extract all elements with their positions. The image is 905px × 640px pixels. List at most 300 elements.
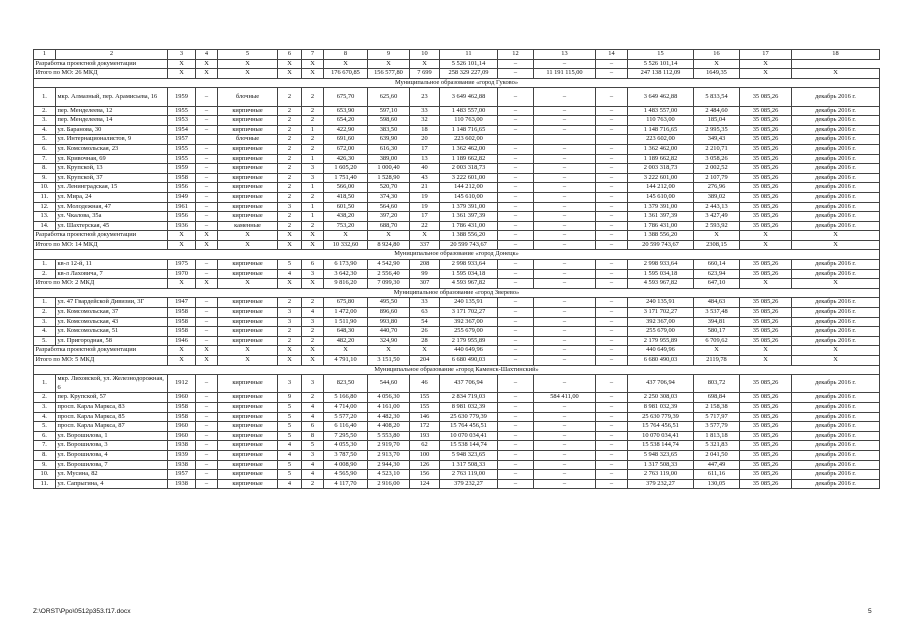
table-cell: 19: [410, 192, 440, 202]
table-cell: 1: [302, 183, 324, 193]
table-cell: –: [196, 479, 218, 489]
table-cell: –: [196, 192, 218, 202]
table-cell: 1.: [34, 260, 56, 270]
table-row: [34, 144, 880, 154]
address-cell: ул. Комсомольская, 51: [56, 327, 168, 337]
address-cell: ул. Комсомольская, 37: [56, 308, 168, 318]
table-cell: [534, 135, 596, 145]
table-cell: –: [498, 393, 534, 403]
address-cell: кв-л Лаховича, 7: [56, 269, 168, 279]
section-title: Муниципальное образование «город Гуково»: [34, 78, 880, 88]
table-cell: 1: [302, 125, 324, 135]
table-cell: 1 388 556,20: [628, 231, 694, 241]
table-cell: X: [302, 356, 324, 366]
table-cell: кирпичные: [218, 106, 278, 116]
table-cell: 1953: [168, 116, 196, 126]
address-cell: пер. Менделеева, 14: [56, 116, 168, 126]
table-cell: –: [498, 422, 534, 432]
column-number: 2: [56, 50, 168, 60]
table-cell: 660,14: [694, 260, 740, 270]
table-cell: 28: [410, 336, 440, 346]
table-cell: 3: [302, 173, 324, 183]
summary-row: [34, 240, 880, 250]
table-cell: –: [596, 375, 628, 393]
table-cell: кирпичные: [218, 441, 278, 451]
table-cell: кирпичные: [218, 479, 278, 489]
table-cell: –: [196, 173, 218, 183]
table-cell: –: [596, 202, 628, 212]
table-cell: 5: [278, 412, 302, 422]
table-cell: 2 041,50: [694, 450, 740, 460]
table-cell: X: [740, 356, 792, 366]
table-cell: кирпичные: [218, 192, 278, 202]
table-cell: 1 189 662,82: [628, 154, 694, 164]
table-cell: 1.: [34, 88, 56, 106]
table-cell: [596, 135, 628, 145]
table-cell: –: [196, 327, 218, 337]
address-cell: ул. Мира, 24: [56, 192, 168, 202]
table-cell: 25 630 779,39: [628, 412, 694, 422]
table-cell: X: [302, 69, 324, 79]
table-cell: 46: [410, 375, 440, 393]
table-cell: 1960: [168, 431, 196, 441]
table-cell: –: [196, 336, 218, 346]
table-cell: 1 361 397,39: [440, 212, 498, 222]
table-cell: 675,70: [324, 88, 368, 106]
table-cell: 2: [278, 173, 302, 183]
summary-label: Итого по МО: 2 МКД: [34, 279, 168, 289]
table-cell: 1 813,18: [694, 431, 740, 441]
table-cell: 35 085,26: [740, 422, 792, 432]
table-cell: 15 764 456,51: [628, 422, 694, 432]
table-cell: декабрь 2016 г.: [792, 441, 880, 451]
table-cell: X: [218, 69, 278, 79]
table-cell: 2 250 308,03: [628, 393, 694, 403]
table-cell: X: [278, 346, 302, 356]
table-cell: –: [196, 116, 218, 126]
table-cell: 1957: [168, 470, 196, 480]
table-cell: X: [278, 69, 302, 79]
table-cell: X: [196, 59, 218, 69]
table-cell: X: [740, 346, 792, 356]
table-row: [34, 412, 880, 422]
table-cell: –: [534, 59, 596, 69]
table-cell: 35 085,26: [740, 412, 792, 422]
table-cell: 276,96: [694, 183, 740, 193]
table-cell: –: [498, 202, 534, 212]
table-cell: 2308,15: [694, 240, 740, 250]
table-cell: декабрь 2016 г.: [792, 135, 880, 145]
table-cell: 2 484,60: [694, 106, 740, 116]
table-cell: 4 008,90: [324, 460, 368, 470]
table-cell: 35 085,26: [740, 116, 792, 126]
table-cell: 35 085,26: [740, 269, 792, 279]
table-cell: X: [740, 59, 792, 69]
table-cell: 155: [410, 393, 440, 403]
table-cell: декабрь 2016 г.: [792, 173, 880, 183]
table-cell: X: [168, 231, 196, 241]
table-cell: 1958: [168, 173, 196, 183]
table-cell: кирпичные: [218, 154, 278, 164]
table-cell: 753,20: [324, 221, 368, 231]
table-cell: 7 099,30: [368, 279, 410, 289]
table-cell: 5: [278, 402, 302, 412]
table-cell: 4.: [34, 412, 56, 422]
table-cell: 26: [410, 327, 440, 337]
table-cell: 99: [410, 269, 440, 279]
table-cell: –: [196, 308, 218, 318]
table-cell: декабрь 2016 г.: [792, 412, 880, 422]
table-cell: 447,49: [694, 460, 740, 470]
table-cell: 35 085,26: [740, 431, 792, 441]
table-cell: X: [196, 346, 218, 356]
table-row: [34, 269, 880, 279]
table-cell: 3: [278, 308, 302, 318]
column-number: 4: [196, 50, 218, 60]
table-cell: 3: [278, 202, 302, 212]
table-cell: 392 367,00: [628, 317, 694, 327]
table-cell: –: [498, 88, 534, 106]
table-cell: –: [498, 346, 534, 356]
table-cell: 4 791,10: [324, 356, 368, 366]
table-cell: –: [596, 431, 628, 441]
municipality-section-header: [34, 288, 880, 298]
table-cell: 611,16: [694, 470, 740, 480]
table-cell: 7 295,50: [324, 431, 368, 441]
table-row: [34, 336, 880, 346]
table-cell: –: [196, 460, 218, 470]
table-cell: 1 148 716,65: [440, 125, 498, 135]
table-row: [34, 135, 880, 145]
table-cell: –: [534, 402, 596, 412]
table-cell: X: [218, 356, 278, 366]
table-cell: 3 171 702,27: [628, 308, 694, 318]
table-cell: 32: [410, 116, 440, 126]
table-cell: –: [196, 269, 218, 279]
table-cell: X: [740, 240, 792, 250]
table-cell: 993,80: [368, 317, 410, 327]
table-cell: 35 085,26: [740, 298, 792, 308]
table-cell: 437 706,94: [440, 375, 498, 393]
table-cell: 1: [302, 154, 324, 164]
table-cell: X: [278, 231, 302, 241]
table-cell: 418,50: [324, 192, 368, 202]
table-cell: 4.: [34, 125, 56, 135]
table-cell: 5: [278, 431, 302, 441]
table-cell: 3 151,50: [368, 356, 410, 366]
table-cell: блочные: [218, 88, 278, 106]
table-row: [34, 192, 880, 202]
table-cell: –: [596, 470, 628, 480]
table-cell: 1 361 397,39: [628, 212, 694, 222]
table-cell: 616,30: [368, 144, 410, 154]
table-cell: 10.: [34, 183, 56, 193]
table-cell: 6 680 490,03: [440, 356, 498, 366]
table-cell: X: [278, 356, 302, 366]
summary-label: Разработка проектной документации: [34, 59, 168, 69]
section-title: Муниципальное образование «город Каменск-Шахтинский»: [34, 365, 880, 375]
table-cell: 11.: [34, 192, 56, 202]
table-row: [34, 460, 880, 470]
table-cell: 156: [410, 470, 440, 480]
table-cell: –: [196, 106, 218, 116]
table-cell: 2 998 933,64: [440, 260, 498, 270]
table-cell: X: [168, 356, 196, 366]
table-cell: –: [596, 106, 628, 116]
table-cell: –: [534, 116, 596, 126]
table-cell: 1: [302, 212, 324, 222]
table-row: [34, 441, 880, 451]
table-cell: –: [596, 336, 628, 346]
table-cell: –: [196, 422, 218, 432]
table-cell: –: [196, 88, 218, 106]
table-cell: 1955: [168, 154, 196, 164]
table-row: [34, 470, 880, 480]
table-cell: –: [534, 431, 596, 441]
table-cell: 639,90: [368, 135, 410, 145]
table-cell: –: [498, 231, 534, 241]
table-cell: 6: [302, 422, 324, 432]
table-cell: 11 191 115,00: [534, 69, 596, 79]
column-number: 17: [740, 50, 792, 60]
table-cell: кирпичные: [218, 183, 278, 193]
table-cell: X: [792, 69, 880, 79]
table-cell: 110 763,00: [440, 116, 498, 126]
table-cell: –: [596, 59, 628, 69]
table-cell: кирпичные: [218, 212, 278, 222]
table-cell: 2: [278, 212, 302, 222]
table-cell: 2: [302, 393, 324, 403]
table-cell: 3.: [34, 402, 56, 412]
table-cell: 35 085,26: [740, 393, 792, 403]
table-cell: 144 212,00: [440, 183, 498, 193]
table-cell: –: [498, 269, 534, 279]
table-cell: 17: [410, 212, 440, 222]
table-cell: –: [596, 144, 628, 154]
address-cell: ул. Крупской, 13: [56, 164, 168, 174]
table-cell: 337: [410, 240, 440, 250]
column-number: 9: [368, 50, 410, 60]
table-cell: 2: [278, 221, 302, 231]
table-cell: 1958: [168, 402, 196, 412]
address-cell: мкр. Лиховской, ул. Железнодорожная, 6: [56, 375, 168, 393]
address-cell: мкр. Алмазный, пер. Арамисьева, 16: [56, 88, 168, 106]
table-cell: 7 699: [410, 69, 440, 79]
table-cell: 2 916,00: [368, 479, 410, 489]
table-cell: –: [498, 308, 534, 318]
table-cell: 1960: [168, 393, 196, 403]
table-cell: 2 913,70: [368, 450, 410, 460]
table-cell: 2119,78: [694, 356, 740, 366]
table-row: [34, 260, 880, 270]
table-cell: –: [534, 231, 596, 241]
table-cell: 63: [410, 308, 440, 318]
table-cell: 7.: [34, 154, 56, 164]
table-cell: 691,60: [324, 135, 368, 145]
table-cell: X: [168, 69, 196, 79]
table-cell: 7.: [34, 441, 56, 451]
table-cell: 2 107,79: [694, 173, 740, 183]
table-cell: 240 135,91: [628, 298, 694, 308]
table-cell: декабрь 2016 г.: [792, 212, 880, 222]
table-cell: 675,80: [324, 298, 368, 308]
table-cell: 4: [302, 412, 324, 422]
table-cell: X: [694, 231, 740, 241]
table-cell: 495,50: [368, 298, 410, 308]
table-cell: 144 212,00: [628, 183, 694, 193]
table-cell: 35 085,26: [740, 479, 792, 489]
table-cell: –: [498, 279, 534, 289]
table-cell: 1936: [168, 221, 196, 231]
table-cell: 2 834 719,03: [440, 393, 498, 403]
table-cell: 484,63: [694, 298, 740, 308]
table-cell: X: [218, 279, 278, 289]
table-cell: 8 981 032,39: [440, 402, 498, 412]
table-cell: 564,60: [368, 202, 410, 212]
table-cell: 35 085,26: [740, 173, 792, 183]
table-cell: –: [596, 441, 628, 451]
table-cell: 6 709,62: [694, 336, 740, 346]
table-cell: X: [302, 231, 324, 241]
column-number: 7: [302, 50, 324, 60]
table-row: [34, 393, 880, 403]
table-cell: –: [534, 470, 596, 480]
table-cell: –: [498, 116, 534, 126]
table-cell: 3 058,26: [694, 154, 740, 164]
table-cell: 8 924,80: [368, 240, 410, 250]
address-cell: ул. Ворошилова, 1: [56, 431, 168, 441]
table-cell: 1961: [168, 202, 196, 212]
table-cell: 2: [278, 135, 302, 145]
table-cell: 33: [410, 106, 440, 116]
table-cell: –: [534, 422, 596, 432]
table-row: [34, 164, 880, 174]
table-cell: 20: [410, 135, 440, 145]
table-cell: –: [534, 173, 596, 183]
table-cell: –: [498, 431, 534, 441]
table-cell: 35 085,26: [740, 327, 792, 337]
table-cell: 255 679,00: [440, 327, 498, 337]
table-cell: 5.: [34, 336, 56, 346]
table-cell: 1954: [168, 125, 196, 135]
table-cell: 3: [302, 375, 324, 393]
table-cell: –: [498, 460, 534, 470]
table-cell: X: [168, 279, 196, 289]
table-cell: 5 948 323,65: [440, 450, 498, 460]
table-cell: 2.: [34, 106, 56, 116]
table-row: [34, 88, 880, 106]
table-cell: 544,60: [368, 375, 410, 393]
table-cell: 2 210,71: [694, 144, 740, 154]
table-cell: 1 751,40: [324, 173, 368, 183]
table-cell: 2: [278, 336, 302, 346]
table-cell: 2: [278, 164, 302, 174]
table-cell: 35 085,26: [740, 317, 792, 327]
summary-row: [34, 356, 880, 366]
table-cell: –: [534, 260, 596, 270]
table-cell: 324,90: [368, 336, 410, 346]
table-cell: –: [596, 192, 628, 202]
table-cell: X: [196, 240, 218, 250]
table-row: [34, 221, 880, 231]
table-cell: 3 649 462,88: [440, 88, 498, 106]
table-cell: кирпичные: [218, 402, 278, 412]
table-cell: 5: [278, 460, 302, 470]
table-cell: декабрь 2016 г.: [792, 422, 880, 432]
table-cell: 383,50: [368, 125, 410, 135]
table-cell: 2 919,70: [368, 441, 410, 451]
table-cell: 2.: [34, 393, 56, 403]
table-row: [34, 125, 880, 135]
table-cell: –: [596, 221, 628, 231]
table-cell: –: [534, 212, 596, 222]
table-cell: 1 528,90: [368, 173, 410, 183]
table-cell: 5 717,97: [694, 412, 740, 422]
table-cell: 2: [278, 183, 302, 193]
table-cell: –: [534, 88, 596, 106]
table-cell: –: [196, 212, 218, 222]
table-cell: 394,81: [694, 317, 740, 327]
table-cell: кирпичные: [218, 450, 278, 460]
table-cell: декабрь 2016 г.: [792, 479, 880, 489]
table-cell: 4: [278, 441, 302, 451]
table-cell: 5 833,54: [694, 88, 740, 106]
page-number: 5: [868, 608, 872, 615]
table-cell: декабрь 2016 г.: [792, 375, 880, 393]
table-cell: декабрь 2016 г.: [792, 298, 880, 308]
table-cell: –: [596, 164, 628, 174]
table-cell: 2: [302, 88, 324, 106]
table-cell: 110 763,00: [628, 116, 694, 126]
table-cell: –: [498, 298, 534, 308]
table-cell: 185,04: [694, 116, 740, 126]
table-cell: X: [302, 279, 324, 289]
table-cell: 597,10: [368, 106, 410, 116]
table-cell: –: [498, 59, 534, 69]
table-cell: 803,72: [694, 375, 740, 393]
table-cell: 35 085,26: [740, 144, 792, 154]
table-cell: –: [534, 106, 596, 116]
table-cell: 35 085,26: [740, 212, 792, 222]
table-cell: –: [534, 164, 596, 174]
table-cell: декабрь 2016 г.: [792, 144, 880, 154]
address-cell: ул. Молодежная, 47: [56, 202, 168, 212]
column-number: 10: [410, 50, 440, 60]
table-cell: 5 577,20: [324, 412, 368, 422]
table-cell: –: [534, 441, 596, 451]
table-cell: –: [534, 269, 596, 279]
table-cell: 623,94: [694, 269, 740, 279]
table-cell: –: [196, 144, 218, 154]
table-cell: 126: [410, 460, 440, 470]
table-cell: 4: [278, 269, 302, 279]
table-cell: 247 138 112,09: [628, 69, 694, 79]
table-cell: 35 085,26: [740, 154, 792, 164]
municipality-section-header: [34, 78, 880, 88]
table-cell: 3: [302, 164, 324, 174]
table-cell: 1955: [168, 144, 196, 154]
table-row: [34, 183, 880, 193]
table-cell: –: [196, 125, 218, 135]
summary-label: Итого по МО: 5 МКД: [34, 356, 168, 366]
table-row: [34, 202, 880, 212]
table-cell: X: [410, 346, 440, 356]
table-cell: –: [196, 450, 218, 460]
table-cell: –: [498, 260, 534, 270]
table-cell: 1939: [168, 450, 196, 460]
table-cell: 6.: [34, 431, 56, 441]
table-cell: –: [596, 317, 628, 327]
